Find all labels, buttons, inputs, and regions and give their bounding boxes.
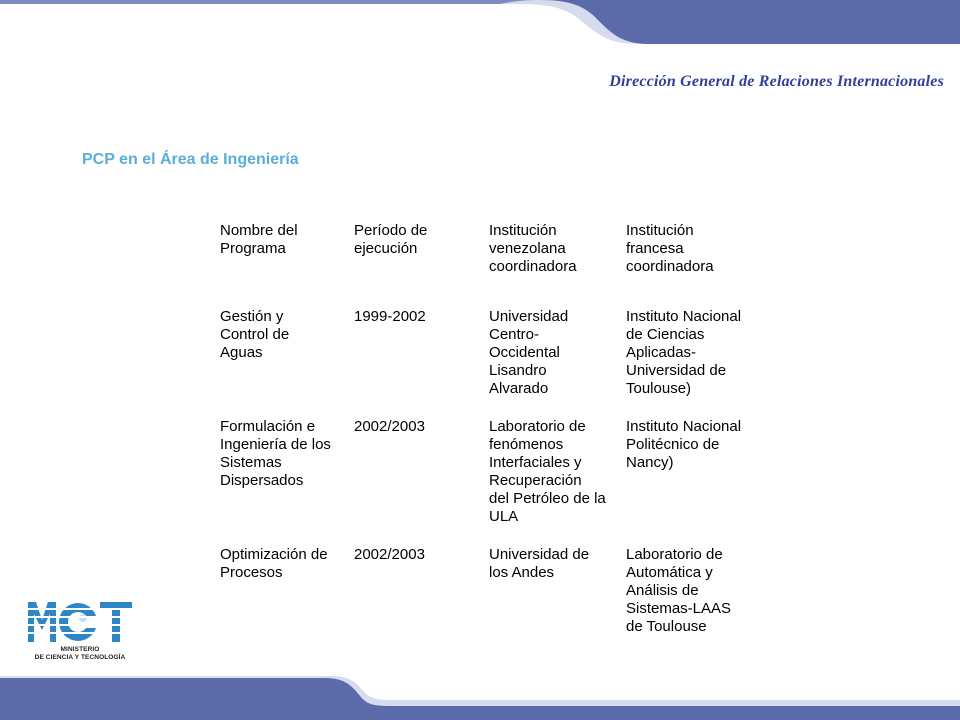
cell-institucion-venezolana: Universidad Centro- Occidental Lisandro Alvarado — [489, 308, 569, 397]
logo-caption-line2: DE CIENCIA Y TECNOLOGÍA — [34, 654, 126, 661]
logo-caption — [24, 646, 136, 662]
ministry-logo — [24, 598, 136, 664]
cell-institucion-francesa: Instituto Nacional Politécnico de Nancy) — [626, 418, 742, 471]
header-periodo-ejecucion: Período de ejecución — [354, 222, 428, 257]
cell-periodo: 2002/2003 — [354, 418, 425, 435]
cell-nombre-programa: Formulación e Ingeniería de los Sistemas Dispersados — [220, 418, 331, 489]
mct-logo-mark — [24, 598, 136, 646]
table-row — [216, 308, 760, 418]
page-title: PCP en el Área de Ingeniería — [82, 151, 299, 168]
logo-caption-line1: MINISTERIO — [60, 646, 100, 653]
top-decorative-bar — [0, 0, 960, 44]
cell-nombre-programa: Gestión y Control de Aguas — [220, 308, 290, 361]
cell-institucion-francesa: Instituto Nacional de Ciencias Aplicadas- Universidad de Toulouse) — [626, 308, 742, 397]
cell-institucion-venezolana: Universidad de los Andes — [489, 546, 590, 581]
cell-periodo: 1999-2002 — [354, 308, 426, 325]
table-row — [216, 546, 760, 656]
cell-periodo: 2002/2003 — [354, 546, 425, 563]
cell-nombre-programa: Optimización de Procesos — [220, 546, 328, 581]
header-institucion-francesa: Institución francesa coordinadora — [626, 222, 714, 275]
table-header-row — [216, 222, 760, 308]
table-row — [216, 418, 760, 546]
organization-title: Dirección General de Relaciones Internacionales — [609, 73, 944, 90]
cell-institucion-francesa: Laboratorio de Automática y Análisis de Sistemas-LAAS de Toulouse — [626, 546, 732, 635]
header-nombre-programa: Nombre del Programa — [220, 222, 298, 257]
bottom-decorative-bar — [0, 676, 960, 720]
cell-institucion-venezolana: Laboratorio de fenómenos Interfaciales y Recuperación del Petróleo de la ULA — [489, 418, 606, 525]
programs-table — [216, 222, 760, 656]
header-institucion-venezolana: Institución venezolana coordinadora — [489, 222, 577, 275]
